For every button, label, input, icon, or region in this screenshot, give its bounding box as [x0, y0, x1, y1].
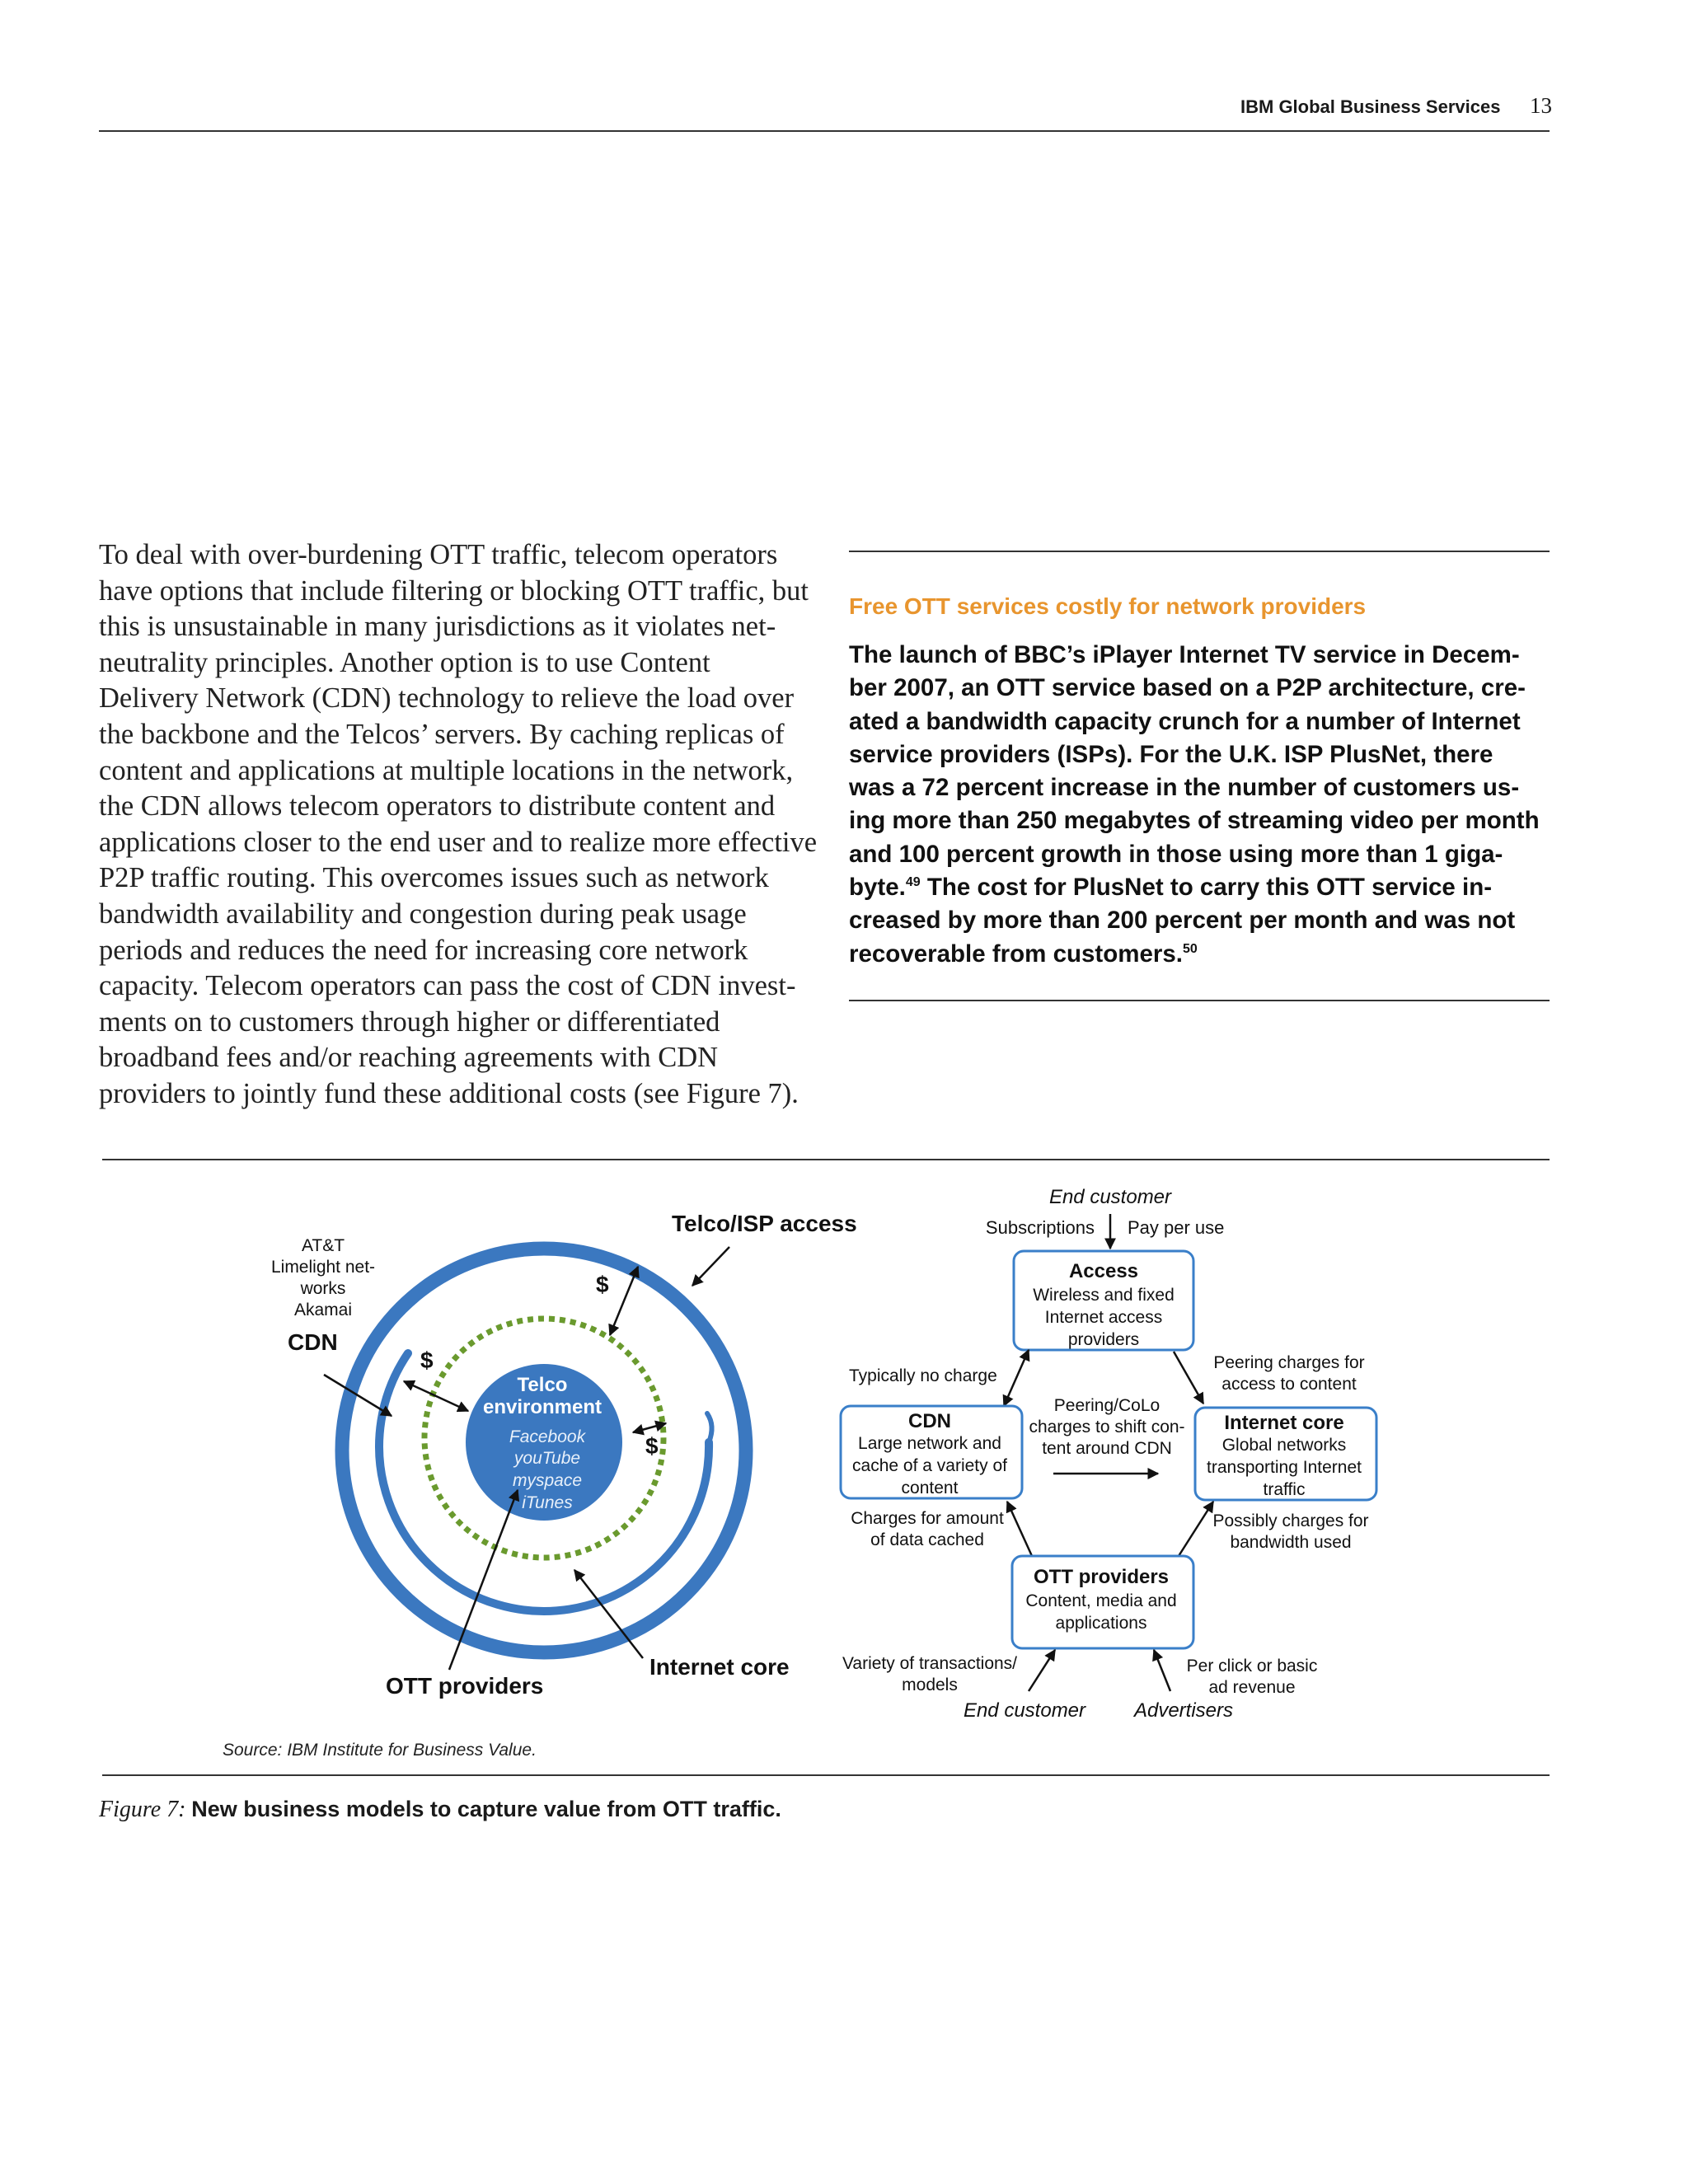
sidebar-line: was a 72 percent increase in the number of customers us- — [849, 774, 1520, 802]
center-item: youTube — [513, 1449, 581, 1468]
left-diagram — [271, 1211, 857, 1699]
right-diagram — [841, 1186, 1376, 1722]
ott-to-cdn-arrow — [1007, 1502, 1032, 1556]
peering-colo-label: charges to shift con- — [1029, 1418, 1185, 1436]
sidebar-line: and 100 percent growth in those using more than 1 giga- — [849, 840, 1503, 868]
body-line: the CDN allows telecom operators to distribute content and — [99, 790, 776, 823]
sidebar-text: The cost for PlusNet to carry this OTT service in- — [920, 874, 1493, 902]
cdn-access-arrow — [1004, 1350, 1029, 1406]
body-line: capacity. Telecom operators can pass the cost of CDN invest- — [99, 970, 796, 1002]
header-title: IBM Global Business Services — [1240, 96, 1501, 117]
figure-caption-text: New business models to capture value from OTT traffic. — [191, 1797, 781, 1821]
access-core-arrow — [1174, 1352, 1203, 1404]
internet-core-title: Internet core — [1224, 1412, 1344, 1434]
center-item: Facebook — [509, 1427, 586, 1446]
internet-core-desc: traffic — [1263, 1480, 1306, 1499]
peering-colo-label: Peering/CoLo — [1053, 1396, 1160, 1415]
figure-diagram — [0, 1154, 1688, 1731]
per-click-label: Per click or basic — [1186, 1657, 1318, 1675]
body-line: the backbone and the Telcos’ servers. By caching replicas of — [99, 718, 785, 750]
body-line: applications closer to the end user and to realize more effective — [99, 826, 818, 858]
cdn-provider-name: works — [300, 1279, 346, 1298]
per-click-label: ad revenue — [1208, 1678, 1296, 1697]
sidebar-text: byte. — [849, 874, 906, 902]
sidebar-line: service providers (ISPs). For the U.K. ISP PlusNet, there — [849, 740, 1493, 768]
cdn-title: CDN — [908, 1410, 951, 1432]
variety-label: models — [902, 1675, 958, 1694]
peering-content-label: access to content — [1221, 1375, 1357, 1394]
peering-content-label: Peering charges for — [1213, 1353, 1365, 1372]
sidebar-line — [849, 938, 1558, 971]
figure-bottom-rule — [102, 1774, 1550, 1776]
peering-colo-label: tent around CDN — [1042, 1439, 1172, 1458]
ott-providers-label: OTT providers — [386, 1673, 544, 1699]
body-line: bandwidth availability and congestion during peak usage — [99, 898, 747, 930]
variety-label: Variety of transactions/ — [842, 1654, 1018, 1673]
page-number: 13 — [1530, 93, 1552, 118]
charges-cached-label: of data cached — [870, 1530, 984, 1549]
body-line: To deal with over-burdening OTT traffic, telecom operators — [99, 539, 778, 570]
access-dollar-arrow — [610, 1267, 638, 1335]
body-line: have options that include filtering or blocking OTT traffic, but — [99, 574, 809, 607]
body-line: providers to jointly fund these additional costs (see Figure 7). — [99, 1077, 799, 1109]
cdn-label: CDN — [288, 1329, 338, 1355]
body-line: P2P traffic routing. This overcomes issues such as network — [99, 862, 769, 894]
header-rule — [99, 130, 1550, 132]
end-customer-to-ott-arrow — [1029, 1650, 1055, 1691]
spiral-tail — [707, 1413, 712, 1442]
sidebar-title: Free OTT services costly for network providers — [849, 593, 1367, 619]
dollar-sign: $ — [596, 1272, 609, 1297]
figure-caption — [99, 1797, 781, 1823]
cdn-provider-name: Limelight net- — [270, 1258, 376, 1277]
body-line: periods and reduces the need for increasing core network — [99, 934, 748, 966]
telco-isp-access-label: Telco/ISP access — [672, 1211, 857, 1236]
dollar-sign: $ — [645, 1433, 659, 1459]
body-line: this is unsustainable in many jurisdictions as it violates net- — [99, 611, 776, 643]
ott-providers-desc: Content, media and — [1025, 1591, 1177, 1610]
subscriptions-label: Subscriptions — [985, 1217, 1095, 1238]
end-customer-label: End customer — [963, 1699, 1086, 1722]
footnote-ref: 50 — [1182, 941, 1198, 956]
access-desc: Internet access — [1044, 1308, 1163, 1327]
cdn-desc: Large network and — [858, 1434, 1001, 1453]
possibly-charges-label: Possibly charges for — [1212, 1511, 1369, 1530]
center-item: myspace — [512, 1471, 583, 1490]
sidebar-top-rule — [849, 551, 1550, 552]
center-title: environment — [482, 1396, 603, 1418]
possibly-charges-label: bandwidth used — [1230, 1533, 1352, 1552]
sidebar-line: ing more than 250 megabytes of streaming video per month — [849, 807, 1540, 835]
charges-cached-label: Charges for amount — [851, 1509, 1004, 1528]
access-title: Access — [1068, 1260, 1139, 1282]
body-line: content and applications at multiple locations in the network, — [99, 754, 794, 786]
internet-core-desc: transporting Internet — [1207, 1458, 1362, 1477]
sidebar-line: The launch of BBC’s iPlayer Internet TV service in Decem- — [849, 641, 1520, 668]
cdn-desc: content — [901, 1479, 959, 1497]
access-desc: Wireless and fixed — [1033, 1286, 1175, 1305]
body-line: neutrality principles. Another option is to use Content — [99, 646, 710, 678]
footnote-ref: 49 — [905, 875, 921, 890]
internet-core-desc: Global networks — [1221, 1436, 1347, 1455]
pay-per-use-label: Pay per use — [1128, 1217, 1225, 1238]
body-line: broadband fees and/or reaching agreements with CDN — [99, 1042, 719, 1074]
ott-to-core-arrow — [1179, 1502, 1213, 1556]
access-desc: providers — [1067, 1330, 1140, 1349]
typically-no-charge-label: Typically no charge — [849, 1366, 997, 1385]
ott-providers-title: OTT providers — [1033, 1566, 1170, 1588]
sidebar-line — [849, 871, 1558, 904]
sidebar-line: creased by more than 200 percent per month and was not — [849, 907, 1516, 935]
sidebar-bottom-rule — [849, 1000, 1550, 1001]
figure-caption-label: Figure 7: — [99, 1797, 186, 1822]
center-item: iTunes — [522, 1493, 573, 1512]
telco-access-pointer — [692, 1247, 729, 1286]
ott-providers-desc: applications — [1055, 1614, 1147, 1633]
cdn-provider-name: AT&T — [301, 1236, 345, 1255]
sidebar-line: ber 2007, an OTT service based on a P2P architecture, cre- — [849, 674, 1526, 702]
dollar-sign: $ — [420, 1347, 434, 1373]
body-line: Delivery Network (CDN) technology to relieve the load over — [99, 682, 795, 715]
sidebar-line: ated a bandwidth capacity crunch for a number of Internet — [849, 707, 1521, 735]
center-title: Telco — [517, 1374, 568, 1396]
internet-core-label: Internet core — [649, 1654, 790, 1680]
sidebar-text: recoverable from customers. — [849, 940, 1183, 968]
cdn-provider-name: Akamai — [293, 1301, 353, 1319]
sidebar-body — [849, 639, 1558, 971]
cdn-desc: cache of a variety of — [852, 1456, 1007, 1475]
body-paragraph — [99, 537, 816, 1113]
figure-source-note: Source: IBM Institute for Business Value. — [223, 1741, 537, 1760]
body-line: ments on to customers through higher or differentiated — [99, 1005, 720, 1038]
advertisers-to-ott-arrow — [1154, 1650, 1170, 1691]
end-customer-label: End customer — [1048, 1186, 1172, 1208]
advertisers-label: Advertisers — [1133, 1699, 1234, 1722]
